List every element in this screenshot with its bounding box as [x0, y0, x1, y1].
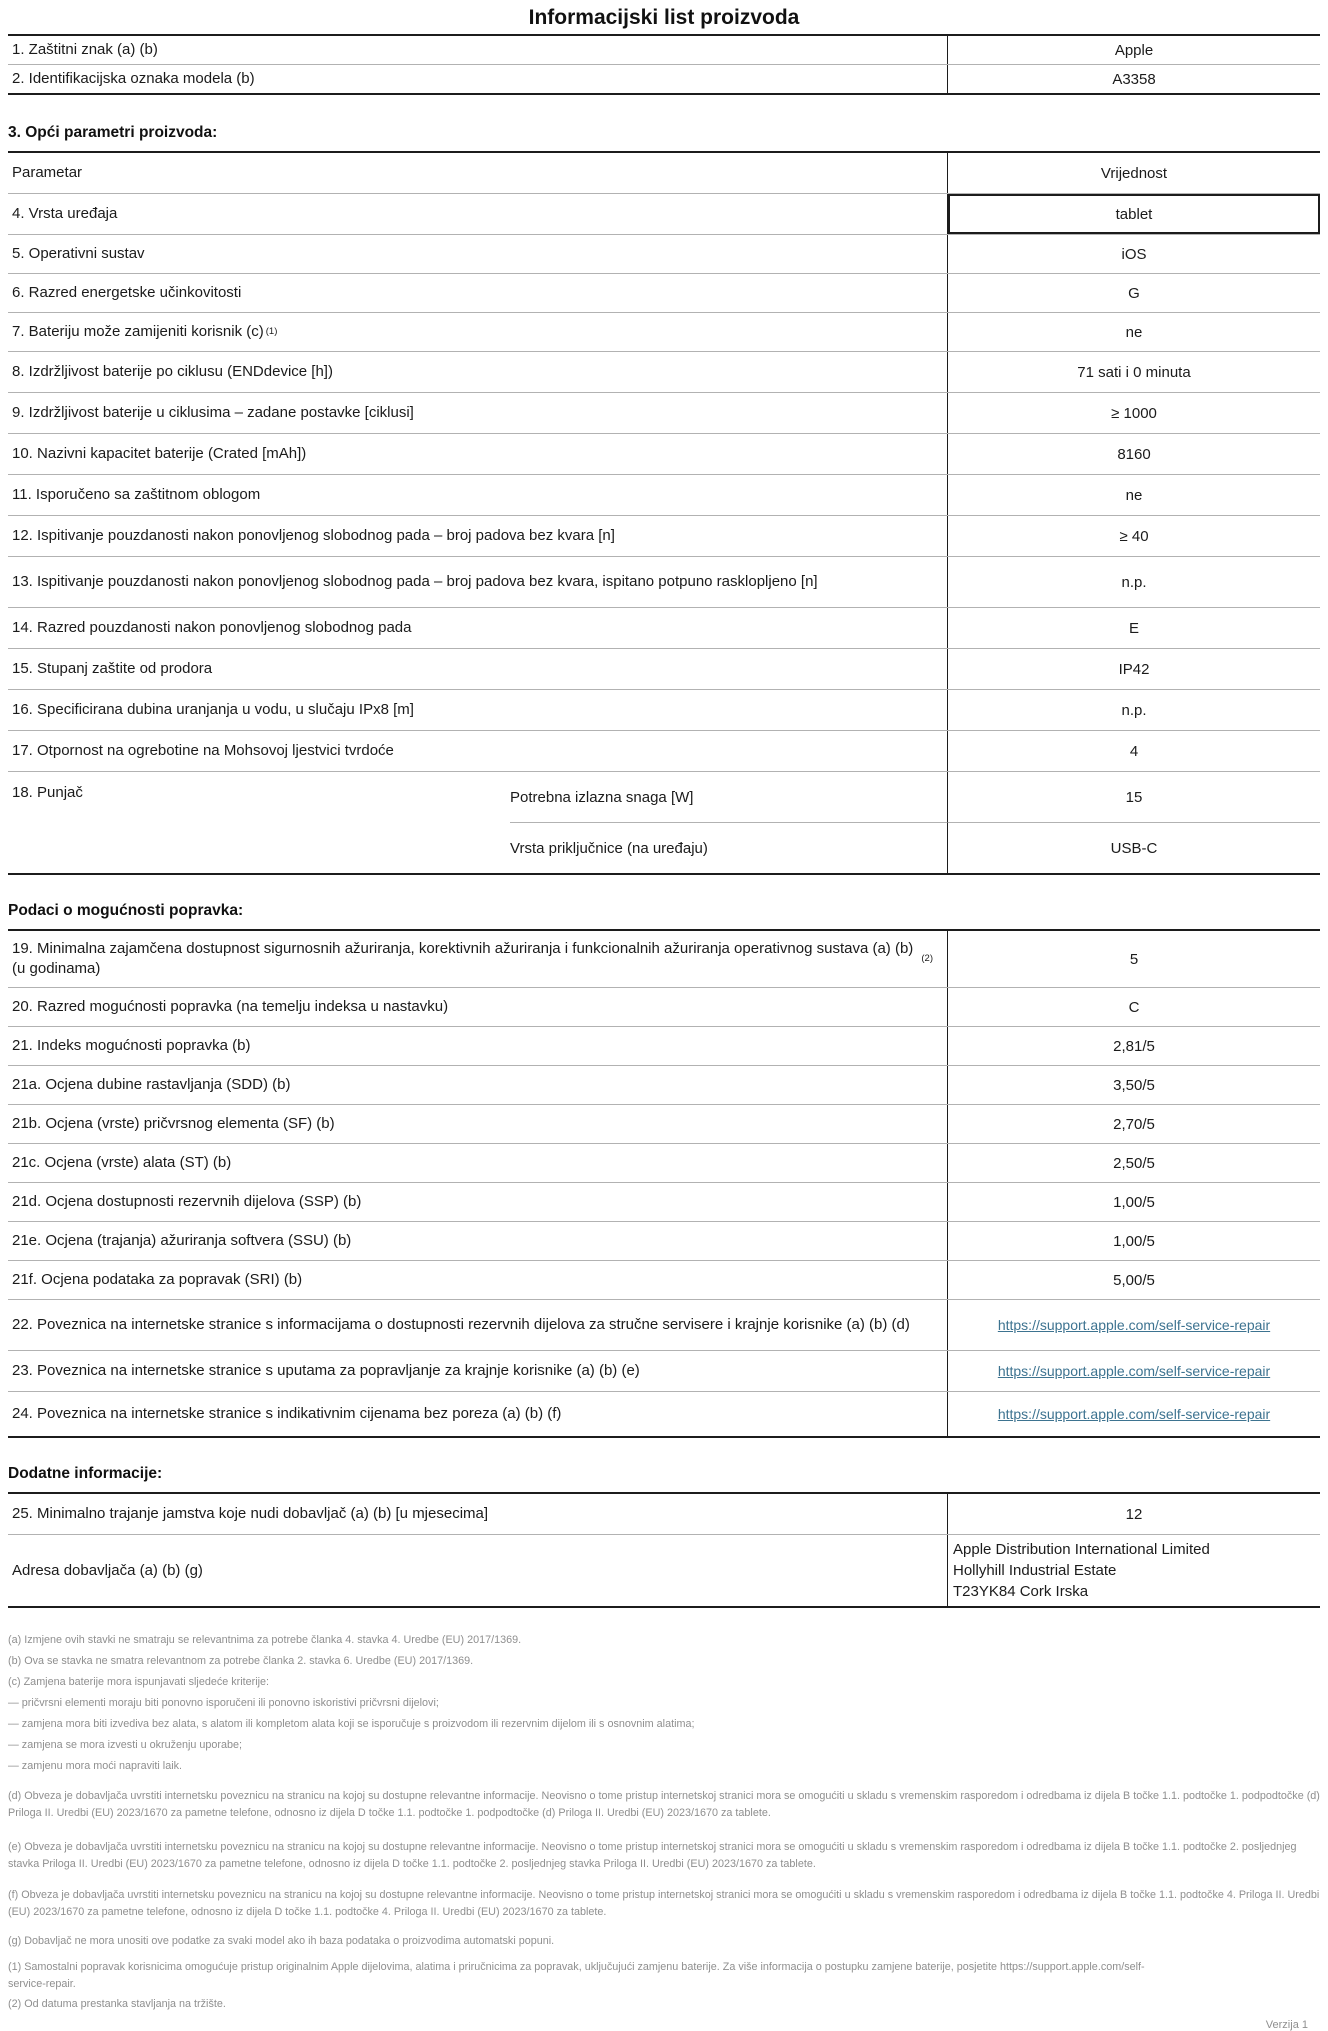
row-label-text: 7. Bateriju može zamijeniti korisnik (c) — [12, 323, 264, 340]
table-row — [8, 474, 1320, 515]
row-value: E — [1128, 619, 1139, 637]
footnote-c-item: — zamjenu mora moći napraviti laik. — [8, 1760, 183, 1772]
footnote-g: (g) Dobavljač ne mora unositi ove podatke za svaki model ako ih baza podataka o proizvodima automatski popuni. — [8, 1935, 555, 1947]
section-heading-repair: Podaci o mogućnosti popravka: — [8, 902, 244, 919]
table-row — [8, 1494, 1320, 1534]
row-label: 21a. Ocjena dubine rastavljanja (SDD) (b) — [8, 1066, 948, 1104]
row-value: IP42 — [1118, 660, 1150, 678]
row-value: 3,50/5 — [1113, 1076, 1155, 1094]
row-label: 19. Minimalna zajamčena dostupnost sigurnosnih ažuriranja, korektivnih ažuriranja i funkcionalnih ažuriranja operativnog sustava (a) (b) (u godinama) (2) — [8, 931, 948, 987]
footnote-b: (b) Ova se stavka ne smatra relevantnom za potrebe članka 2. stavka 6. Uredbe (EU) 2017/1369. — [8, 1655, 474, 1667]
row-value: 2,70/5 — [1113, 1115, 1155, 1133]
row-label: 9. Izdržljivost baterije u ciklusima – zadane postavke [ciklusi] — [8, 393, 948, 433]
table-row — [8, 234, 1320, 273]
row-value: ne — [1125, 486, 1143, 504]
support-link[interactable]: https://support.apple.com/self-service-repair — [997, 1406, 1271, 1422]
address-line: Apple Distribution International Limited — [953, 1541, 1210, 1558]
table-row — [8, 607, 1320, 648]
table-row — [8, 1534, 1320, 1606]
table-row — [8, 1143, 1320, 1182]
sub-row-label: Potrebna izlazna snaga [W] — [510, 772, 948, 822]
row-value — [948, 1392, 1320, 1436]
table-row — [8, 556, 1320, 607]
row-label: 15. Stupanj zaštite od prodora — [8, 649, 948, 689]
row-label: 21c. Ocjena (vrste) alata (ST) (b) — [8, 1144, 948, 1182]
footnote-c: (c) Zamjena baterije mora ispunjavati sljedeće kriterije: — [8, 1676, 270, 1688]
row-value: n.p. — [1121, 701, 1147, 719]
section-heading-additional: Dodatne informacije: — [8, 1465, 163, 1482]
row-label: 6. Razred energetske učinkovitosti — [8, 274, 948, 312]
row-label: 17. Otpornost na ogrebotine na Mohsovoj ljestvici tvrdoće — [8, 731, 948, 771]
row-label: 11. Isporučeno sa zaštitnom oblogom — [8, 475, 948, 515]
row-value: 1,00/5 — [1113, 1232, 1155, 1250]
table-row-charger — [8, 771, 1320, 873]
row-label: 24. Poveznica na internetske stranice s indikativnim cijenama bez poreza (a) (b) (f) — [8, 1392, 948, 1436]
column-header-parameter: Parametar — [8, 153, 948, 193]
additional-info-table — [8, 1492, 1320, 1608]
row-value: iOS — [1121, 245, 1147, 263]
table-row — [8, 1260, 1320, 1299]
row-label: 25. Minimalno trajanje jamstva koje nudi dobavljač (a) (b) [u mjesecima] — [8, 1494, 948, 1534]
row-label: 16. Specificirana dubina uranjanja u vodu, u slučaju IPx8 [m] — [8, 690, 948, 730]
row-label: 21e. Ocjena (trajanja) ažuriranja softvera (SSU) (b) — [8, 1222, 948, 1260]
row-value: ne — [1125, 323, 1143, 341]
row-value: n.p. — [1121, 573, 1147, 591]
row-value: C — [1128, 998, 1140, 1016]
table-header-row — [8, 153, 1320, 193]
page-title: Informacijski list proizvoda — [528, 6, 800, 29]
table-row — [8, 648, 1320, 689]
table-row — [8, 392, 1320, 433]
sub-row-label: Vrsta priključnice (na uređaju) — [510, 822, 948, 873]
table-row — [8, 433, 1320, 474]
row-label: 21. Indeks mogućnosti popravka (b) — [8, 1027, 948, 1065]
identity-table — [8, 34, 1320, 95]
row-label: 5. Operativni sustav — [8, 235, 948, 273]
table-row — [8, 689, 1320, 730]
row-label: 21f. Ocjena podataka za popravak (SRI) (b) — [8, 1261, 948, 1299]
support-link[interactable]: https://support.apple.com/self-service-repair — [997, 1363, 1271, 1379]
table-row — [8, 1350, 1320, 1391]
row-label: 21d. Ocjena dostupnosti rezervnih dijelova (SSP) (b) — [8, 1183, 948, 1221]
row-value: ≥ 40 — [1119, 527, 1149, 545]
table-row — [8, 1299, 1320, 1350]
table-row — [8, 987, 1320, 1026]
row-value: 2,81/5 — [1113, 1037, 1155, 1055]
general-parameters-table — [8, 151, 1320, 875]
address-line: T23YK84 Cork Irska — [953, 1583, 1089, 1600]
sub-row-value: USB-C — [948, 822, 1320, 873]
row-label: 7. Bateriju može zamijeniti korisnik (c) (1) — [8, 313, 948, 351]
table-row — [8, 730, 1320, 771]
footnote-c-item: — zamjena se mora izvesti u okruženju uporabe; — [8, 1739, 243, 1751]
repairability-table — [8, 929, 1320, 1438]
row-value: 2,50/5 — [1113, 1154, 1155, 1172]
row-label: Adresa dobavljača (a) (b) (g) — [8, 1535, 948, 1606]
footnote-c-item: — zamjena mora biti izvediva bez alata, s alatom ili kompletom alata koji se isporučuje s proizvodom ili rezervnim dijelom ili s osnovnim alatima; — [8, 1718, 695, 1730]
row-label: 18. Punjač — [12, 784, 83, 801]
row-value: 5,00/5 — [1113, 1271, 1155, 1289]
row-label: 10. Nazivni kapacitet baterije (Crated [mAh]) — [8, 434, 948, 474]
footnote-c-item: — pričvrsni elementi moraju biti ponovno isporučeni ili ponovno iskoristivi pričvrsni dijelovi; — [8, 1697, 439, 1709]
footnote-1: (1) Samostalni popravak korisnicima omogućuje pristup originalnim Apple dijelovima, alatima i priručnicima za popravak, uključujući zamjenu baterije. Za više informacija o postupku zamjene baterije, posjetite https://support.apple.com/self-service-repair. — [8, 1961, 1145, 1990]
row-label: 14. Razred pouzdanosti nakon ponovljenog slobodnog pada — [8, 608, 948, 648]
table-row — [8, 351, 1320, 392]
supplier-address — [948, 1535, 1320, 1606]
sub-row-value: 15 — [1125, 788, 1143, 806]
footnote-2: (2) Od datuma prestanka stavljanja na tržište. — [8, 1998, 226, 2010]
row-value: 1,00/5 — [1113, 1193, 1155, 1211]
row-label: 13. Ispitivanje pouzdanosti nakon ponovljenog slobodnog pada – broj padova bez kvara, ispitano potpuno rasklopljeno [n] — [8, 557, 948, 607]
row-label-text: 19. Minimalna zajamčena dostupnost sigurnosnih ažuriranja, korektivnih ažuriranja i funkcionalnih ažuriranja operativnog sustava (a) (b) (u godinama) — [12, 940, 914, 977]
support-link[interactable]: https://support.apple.com/self-service-repair — [997, 1317, 1271, 1333]
footnotes — [8, 1632, 1320, 2013]
table-row — [8, 1391, 1320, 1436]
row-value: 5 — [1129, 950, 1139, 968]
footnote-f: (f) Obveza je dobavljača uvrstiti internetsku poveznicu na stranicu na kojoj su dostupne relevantne informacije. Neovisno o tome pristup internetskoj stranici mora se omogućiti u skladu s vremenskim rasporedom i odredbama iz dijela B točke 1.1. podtočke 4. Priloga II. Uredbi (EU) 2023/1670 za pametne telefone, odnosno iz dijela D točke 1.1. podtočke 4. Priloga II. Uredbi (EU) 2023/1670 za tablete. — [8, 1889, 1320, 1918]
table-row — [8, 312, 1320, 351]
row-value-highlighted: tablet — [948, 194, 1320, 234]
table-row — [8, 193, 1320, 234]
row-value — [948, 1351, 1320, 1391]
footnote-e: (e) Obveza je dobavljača uvrstiti internetsku poveznicu na stranicu na kojoj su dostupne relevantne informacije. Neovisno o tome pristup internetskoj stranici mora se omogućiti u skladu s vremenskim rasporedom i odredbama iz dijela B točke 1.1. podtočke 2. posljednjeg stavka Priloga II. Uredbi (EU) 2023/1670 za pametne telefone, odnosno iz dijela D točke 1.1. podtočke 2. posljednjeg stavka Priloga II. Uredbi (EU) 2023/1670 za tablete. — [8, 1841, 1297, 1870]
table-row — [8, 1221, 1320, 1260]
table-row — [8, 273, 1320, 312]
row-label: 12. Ispitivanje pouzdanosti nakon ponovljenog slobodnog pada – broj padova bez kvara [n] — [8, 516, 948, 556]
row-value — [948, 1300, 1320, 1350]
row-label: 4. Vrsta uređaja — [8, 194, 948, 234]
row-value: 71 sati i 0 minuta — [1077, 363, 1191, 381]
row-label: 21b. Ocjena (vrste) pričvrsnog elementa (SF) (b) — [8, 1105, 948, 1143]
footnote-d: (d) Obveza je dobavljača uvrstiti internetsku poveznicu na stranicu na kojoj su dostupne relevantne informacije. Neovisno o tome pristup internetskoj stranici mora se omogućiti u skladu s vremenskim rasporedom i odredbama iz dijela B točke 1.1. podtočke 1. podpodtočke (d) Priloga II. Uredbi (EU) 2023/1670 za pametne telefone, odnosno iz dijela D točke 1.1. podtočke 1. podpodtočke (d) Priloga II. Uredbi (EU) 2023/1670 za tablete. — [8, 1790, 1320, 1819]
row-value: 4 — [1129, 742, 1139, 760]
table-row — [8, 1065, 1320, 1104]
row-label: 1. Zaštitni znak (a) (b) — [8, 36, 948, 64]
row-label: 23. Poveznica na internetske stranice s uputama za popravljanje za krajnje korisnike (a) (b) (e) — [8, 1351, 948, 1391]
row-value: G — [1128, 284, 1140, 302]
row-value: Apple — [1114, 41, 1154, 59]
table-row — [8, 1104, 1320, 1143]
version-label: Verzija 1 — [1265, 2019, 1308, 2031]
row-label: 2. Identifikacijska oznaka modela (b) — [8, 65, 948, 93]
table-row — [8, 1182, 1320, 1221]
row-value: 8160 — [1117, 445, 1151, 463]
row-label: 22. Poveznica na internetske stranice s informacijama o dostupnosti rezervnih dijelova za stručne servisere i krajnje korisnike (a) (b) (d) — [8, 1300, 948, 1350]
row-value: ≥ 1000 — [1111, 404, 1157, 422]
footnote-a: (a) Izmjene ovih stavki ne smatraju se relevantnima za potrebe članka 4. stavka 4. Uredbe (EU) 2017/1369. — [8, 1634, 522, 1646]
table-row — [8, 36, 1320, 64]
table-row — [8, 931, 1320, 987]
table-row — [8, 64, 1320, 93]
table-row — [8, 1026, 1320, 1065]
section-heading-general: 3. Opći parametri proizvoda: — [8, 124, 218, 141]
row-value: 12 — [1125, 1505, 1143, 1523]
row-value: A3358 — [1112, 70, 1156, 88]
row-label: 8. Izdržljivost baterije po ciklusu (ENDdevice [h]) — [8, 352, 948, 392]
table-row — [8, 515, 1320, 556]
row-label: 20. Razred mogućnosti popravka (na temelju indeksa u nastavku) — [8, 988, 948, 1026]
address-line: Hollyhill Industrial Estate — [953, 1562, 1117, 1579]
column-header-value: Vrijednost — [1100, 164, 1168, 182]
